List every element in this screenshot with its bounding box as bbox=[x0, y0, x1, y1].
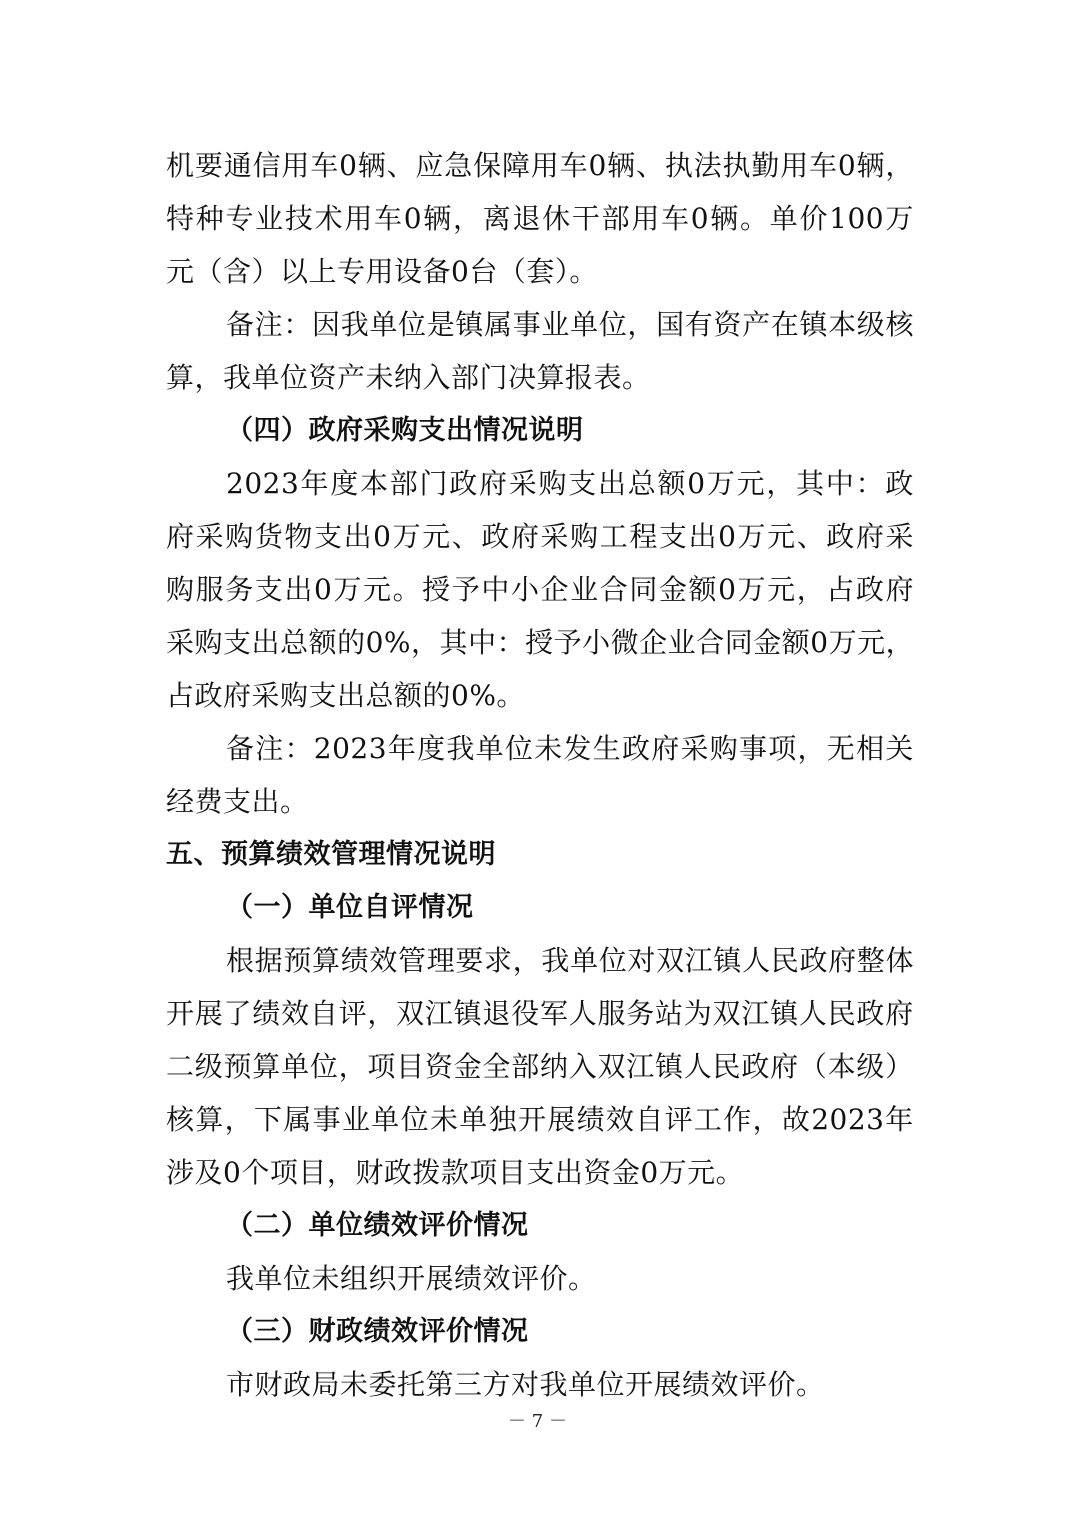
paragraph-line: 市财政局未委托第三方对我单位开展绩效评价。 bbox=[226, 1368, 825, 1401]
page-number: － 7 － bbox=[508, 1411, 567, 1432]
paragraph-line: 经费支出。 bbox=[166, 785, 309, 818]
document-body bbox=[166, 139, 914, 1411]
paragraph-line: 二 级 预 算 单 位 ， 项 目 资 金 全 部 纳 入 双 江 镇 人 民 政 府 （ 本 级 ） bbox=[166, 1050, 914, 1083]
paragraph-line: 购 服 务 支 出 0 万 元 。 授 予 中 小 企 业 合 同 金 额 0 万 元 ， 占 政 府 bbox=[166, 573, 914, 606]
section-heading: 五、预算绩效管理情况说明 bbox=[166, 839, 496, 870]
paragraph-line: 备 注 ： 2023 年 度 我 单 位 未 发 生 政 府 采 购 事 项 ， 无 相 关 bbox=[226, 732, 914, 765]
paragraph-line: 2023 年 度 本 部 门 政 府 采 购 支 出 总 额 0 万 元 ， 其 中 ： 政 bbox=[226, 467, 914, 500]
paragraph-line: 我单位未组织开展绩效评价。 bbox=[226, 1262, 597, 1295]
section-heading: （三）财政绩效评价情况 bbox=[226, 1316, 529, 1347]
paragraph-line: 府 采 购 货 物 支 出 0 万 元 、 政 府 采 购 工 程 支 出 0 万 元 、 政 府 采 bbox=[166, 520, 914, 553]
section-heading: （二）单位绩效评价情况 bbox=[226, 1210, 529, 1241]
section-heading: （一）单位自评情况 bbox=[226, 892, 474, 923]
paragraph-line: 采 购 支 出 总 额 的 0% ， 其 中 ： 授 予 小 微 企 业 合 同 金 额 0 万 元 ， bbox=[166, 626, 915, 659]
paragraph-line: 备 注 ： 因 我 单 位 是 镇 属 事 业 单 位 ， 国 有 资 产 在 镇 本 级 核 bbox=[226, 308, 914, 341]
paragraph-line: 算，我单位资产未纳入部门决算报表。 bbox=[166, 361, 651, 394]
paragraph-line: 特 种 专 业 技 术 用 车 0 辆 ， 离 退 休 干 部 用 车 0 辆 。 单 价 100 万 bbox=[166, 202, 914, 235]
paragraph-line: 根 据 预 算 绩 效 管 理 要 求 ， 我 单 位 对 双 江 镇 人 民 政 府 整 体 bbox=[226, 944, 914, 977]
paragraph-line: 涉及0个项目，财政拨款项目支出资金0万元。 bbox=[166, 1156, 745, 1189]
paragraph-line: 机 要 通 信 用 车 0 辆 、 应 急 保 障 用 车 0 辆 、 执 法 执 勤 用 车 0 辆 ， bbox=[166, 149, 914, 182]
paragraph-line: 元（含）以上专用设备0台（套）。 bbox=[166, 255, 598, 288]
paragraph-line: 核 算 ， 下 属 事 业 单 位 未 单 独 开 展 绩 效 自 评 工 作 ， 故 2023 年 bbox=[166, 1103, 914, 1136]
paragraph-line: 占政府采购支出总额的0%。 bbox=[166, 679, 525, 712]
paragraph-line: 开 展 了 绩 效 自 评 ， 双 江 镇 退 役 军 人 服 务 站 为 双 江 镇 人 民 政 府 bbox=[166, 997, 914, 1030]
section-heading: （四）政府采购支出情况说明 bbox=[226, 415, 584, 446]
